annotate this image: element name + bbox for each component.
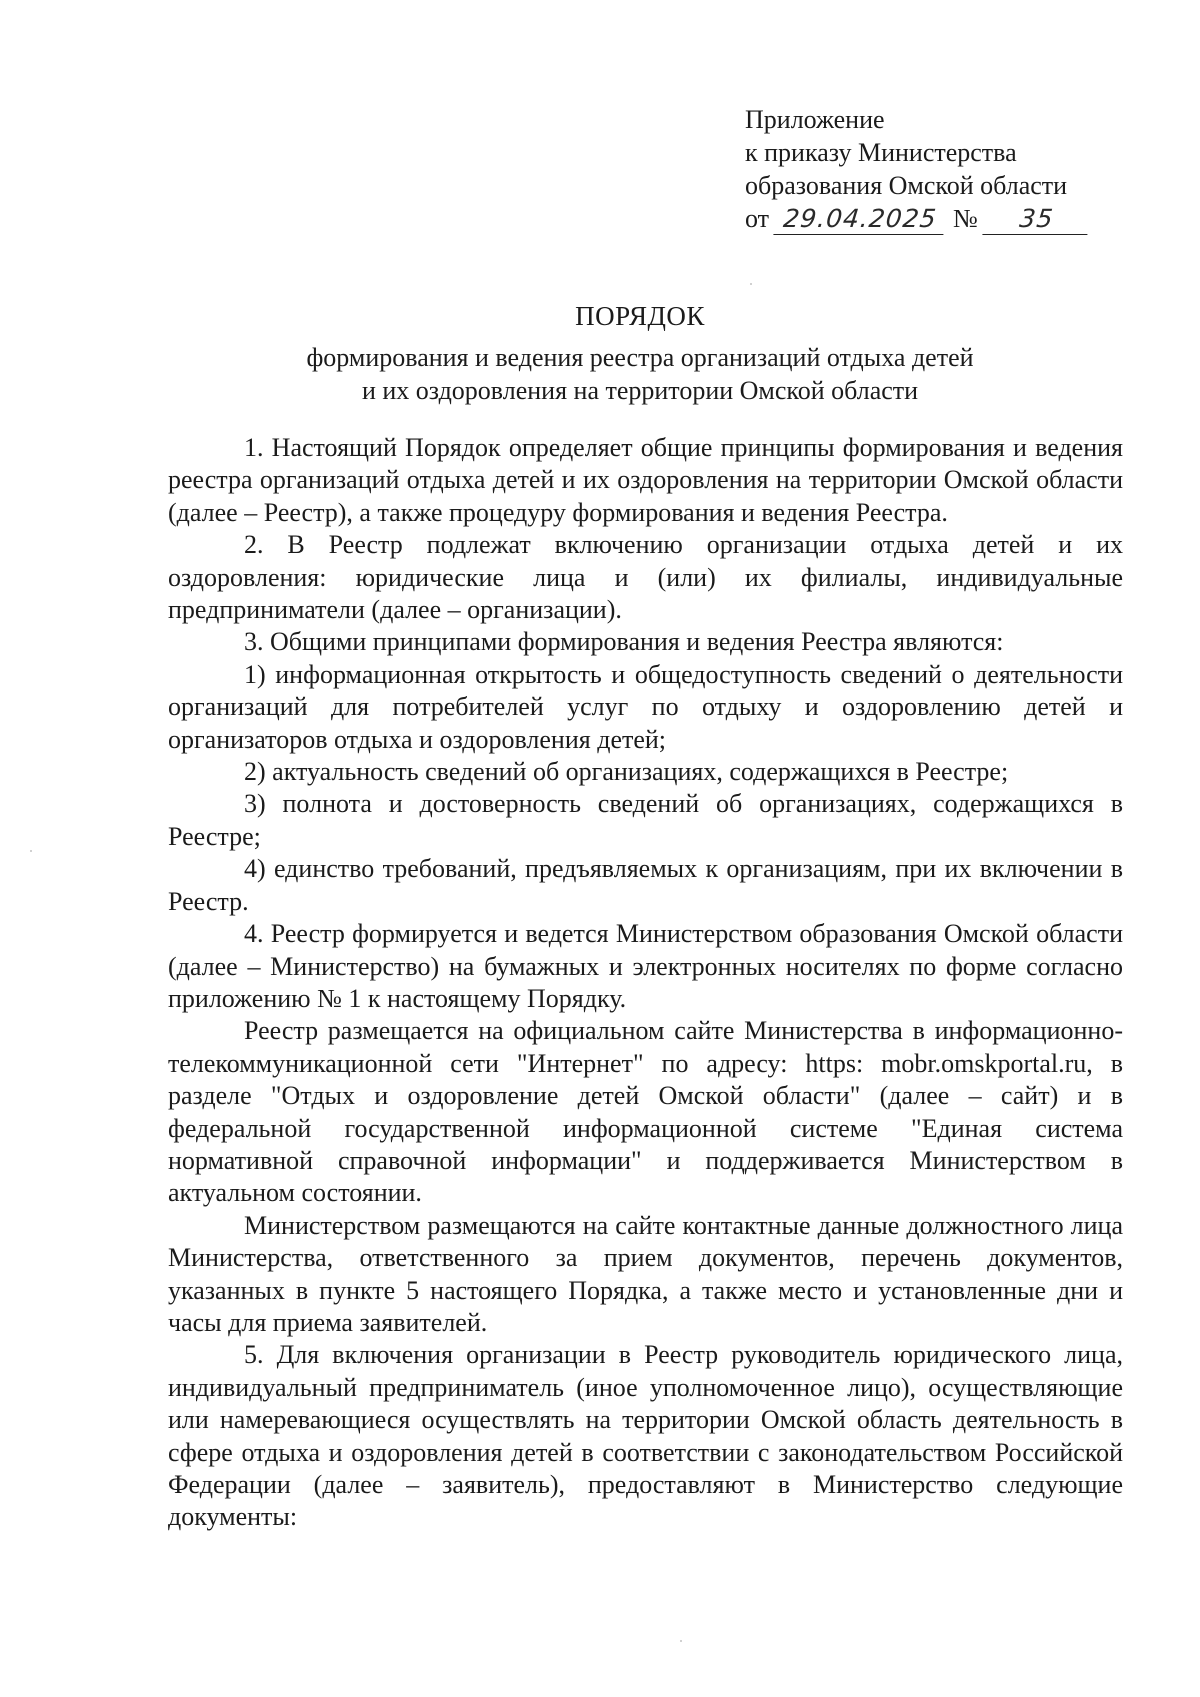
scan-speck: [30, 850, 32, 852]
paragraph-4-site: Реестр размещается на официальном сайте Министерства в информационно-телекоммуникационной сети "Интернет" по адресу: https: mobr.omskportal.ru, в разделе "Отдых и оздоровление детей Омской области" (далее – сайт) и в федеральной государственной информационной системе "Единая система нормативной справочной информации" и поддерживается Министерством в актуальном состоянии.: [168, 1016, 1123, 1208]
document-body: [168, 432, 1123, 1534]
paragraph-5: 5. Для включения организации в Реестр руководитель юридического лица, индивидуальный предприниматель (иное уполномоченное лицо), осуществляющие или намеревающиеся осуществлять на территории Омской область деятельность в сфере отдыха и оздоровления детей в соответствии с законодательством Российской Федерации (далее – заявитель), предоставляют в Министерство следующие документы:: [168, 1340, 1123, 1532]
appendix-label: Приложение: [745, 105, 885, 134]
list-item-2: 2) актуальность сведений об организациях, содержащихся в Реестре;: [244, 757, 1009, 787]
appendix-header: [745, 103, 1125, 235]
order-date-number-line: [745, 202, 1125, 235]
title-subtitle-line-1: формирования и ведения реестра организаций отдыха детей: [306, 343, 974, 372]
list-item-3: 3) полнота и достоверность сведений об организациях, содержащихся в Реестре;: [168, 789, 1123, 851]
date-prefix: от: [745, 204, 770, 233]
ministry-name: образования Омской области: [745, 171, 1068, 200]
paragraph-4: 4. Реестр формируется и ведется Министерством образования Омской области (далее – Министерство) на бумажных и электронных носителях по форме согласно приложению № 1 к настоящему Порядку.: [168, 919, 1123, 1013]
document-title: [160, 300, 1120, 407]
paragraph-3: 3. Общими принципами формирования и ведения Реестра являются:: [244, 627, 1004, 657]
number-sign: №: [953, 204, 978, 233]
scan-speck: [750, 283, 752, 285]
paragraph-1: 1. Настоящий Порядок определяет общие принципы формирования и ведения реестра организаций отдыха детей и их оздоровления на территории Омской области (далее – Реестр), а также процедуру формирования и ведения Реестра.: [168, 433, 1123, 527]
order-reference: к приказу Министерства: [745, 138, 1017, 167]
title-main: ПОРЯДОК: [575, 301, 705, 331]
order-number-handwritten: 35: [982, 204, 1090, 235]
scan-speck: [680, 1640, 682, 1642]
order-date-handwritten: 29.04.2025: [773, 204, 946, 235]
list-item-4: 4) единство требований, предъявляемых к организациям, при их включении в Реестр.: [168, 854, 1123, 916]
paragraph-4-contacts: Министерством размещаются на сайте контактные данные должностного лица Министерства, ответственного за прием документов, перечень документов, указанных в пункте 5 настоящего Порядка, а также место и установленные дни и часы для приема заявителей.: [168, 1210, 1123, 1337]
list-item-1: 1) информационная открытость и общедоступность сведений о деятельности организаций для потребителей услуг по отдыху и оздоровлению детей и организаторов отдыха и оздоровления детей;: [168, 659, 1123, 754]
paragraph-2: 2. В Реестр подлежат включению организации отдыха детей и их оздоровления: юридические лица и (или) их филиалы, индивидуальные предприниматели (далее – организации).: [168, 530, 1123, 625]
title-subtitle-line-2: и их оздоровления на территории Омской области: [361, 376, 919, 405]
